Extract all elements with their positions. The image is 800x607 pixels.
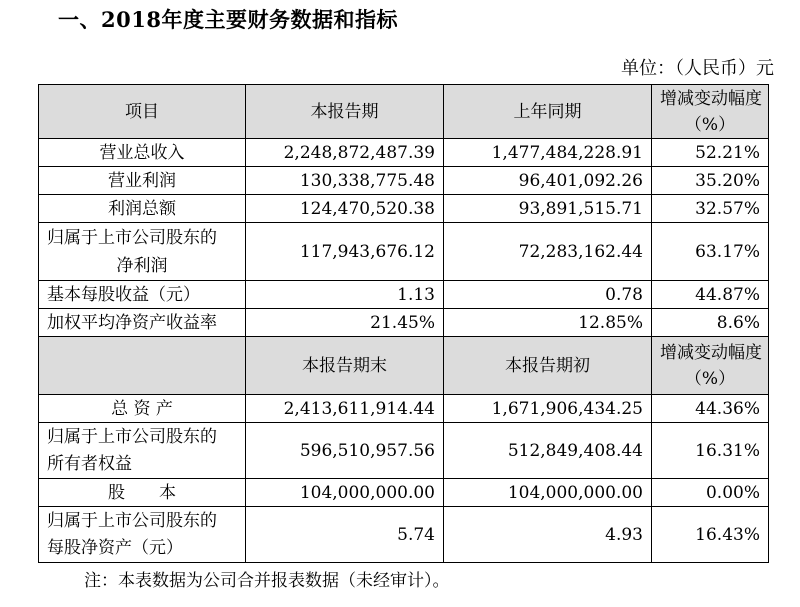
row-label-line1: 归属于上市公司股东的 bbox=[47, 510, 217, 531]
cell-prior: 512,849,408.44 bbox=[444, 423, 652, 479]
row-label-line2: 净利润 bbox=[116, 255, 168, 276]
header-period-end: 本报告期末 bbox=[246, 337, 444, 395]
cell-current: 2,413,611,914.44 bbox=[246, 395, 444, 423]
header-row bbox=[39, 85, 769, 139]
cell-prior: 4.93 bbox=[444, 507, 652, 563]
header-empty bbox=[39, 337, 246, 395]
header-row bbox=[39, 337, 769, 395]
cell-current: 21.45% bbox=[246, 309, 444, 337]
row-label: 股 本 bbox=[39, 479, 246, 507]
cell-change: 32.57% bbox=[652, 195, 769, 223]
cell-change: 0.00% bbox=[652, 479, 769, 507]
header-prior-period: 上年同期 bbox=[444, 85, 652, 139]
row-label: 营业总收入 bbox=[39, 139, 246, 167]
cell-prior: 93,891,515.71 bbox=[444, 195, 652, 223]
header-period-start: 本报告期初 bbox=[444, 337, 652, 395]
row-label: 总 资 产 bbox=[39, 395, 246, 423]
header-change-line2: （%） bbox=[684, 114, 736, 135]
cell-change: 44.87% bbox=[652, 281, 769, 309]
cell-prior: 1,477,484,228.91 bbox=[444, 139, 652, 167]
header-change-line2: （%） bbox=[684, 368, 736, 389]
cell-prior: 1,671,906,434.25 bbox=[444, 395, 652, 423]
cell-current: 124,470,520.38 bbox=[246, 195, 444, 223]
table-footnote: 注：本表数据为公司合并报表数据（未经审计）。 bbox=[84, 571, 450, 591]
row-label: 加权平均净资产收益率 bbox=[39, 309, 246, 337]
cell-prior: 0.78 bbox=[444, 281, 652, 309]
table-row bbox=[39, 395, 769, 423]
row-label: 基本每股收益（元） bbox=[39, 281, 246, 309]
header-item: 项目 bbox=[39, 85, 246, 139]
table-row bbox=[39, 195, 769, 223]
cell-change: 63.17% bbox=[652, 223, 769, 281]
table-row bbox=[39, 423, 769, 479]
table-row bbox=[39, 139, 769, 167]
cell-current: 1.13 bbox=[246, 281, 444, 309]
table-row bbox=[39, 167, 769, 195]
row-label: 营业利润 bbox=[39, 167, 246, 195]
row-label bbox=[39, 223, 246, 281]
cell-change: 16.31% bbox=[652, 423, 769, 479]
cell-current: 5.74 bbox=[246, 507, 444, 563]
table-row bbox=[39, 479, 769, 507]
row-label-line1: 归属于上市公司股东的 bbox=[47, 426, 217, 447]
cell-change: 8.6% bbox=[652, 309, 769, 337]
cell-current: 130,338,775.48 bbox=[246, 167, 444, 195]
cell-current: 596,510,957.56 bbox=[246, 423, 444, 479]
table-row bbox=[39, 281, 769, 309]
header-current-period: 本报告期 bbox=[246, 85, 444, 139]
cell-prior: 104,000,000.00 bbox=[444, 479, 652, 507]
header-change-line1: 增减变动幅度 bbox=[660, 342, 762, 363]
row-label bbox=[39, 507, 246, 563]
cell-prior: 72,283,162.44 bbox=[444, 223, 652, 281]
table-row bbox=[39, 309, 769, 337]
cell-current: 2,248,872,487.39 bbox=[246, 139, 444, 167]
cell-change: 35.20% bbox=[652, 167, 769, 195]
table-row bbox=[39, 507, 769, 563]
cell-prior: 12.85% bbox=[444, 309, 652, 337]
cell-current: 104,000,000.00 bbox=[246, 479, 444, 507]
header-change-line1: 增减变动幅度 bbox=[660, 88, 762, 109]
cell-change: 44.36% bbox=[652, 395, 769, 423]
cell-prior: 96,401,092.26 bbox=[444, 167, 652, 195]
row-label-line2: 所有者权益 bbox=[47, 453, 132, 474]
header-change bbox=[652, 337, 769, 395]
row-label bbox=[39, 423, 246, 479]
cell-change: 16.43% bbox=[652, 507, 769, 563]
cell-change: 52.21% bbox=[652, 139, 769, 167]
header-change bbox=[652, 85, 769, 139]
section-heading: 一、2018年度主要财务数据和指标 bbox=[58, 7, 398, 32]
table-row bbox=[39, 223, 769, 281]
currency-unit-label: 单位：（人民币）元 bbox=[621, 58, 774, 79]
cell-current: 117,943,676.12 bbox=[246, 223, 444, 281]
row-label-line2: 每股净资产（元） bbox=[47, 537, 183, 558]
row-label: 利润总额 bbox=[39, 195, 246, 223]
financial-data-table bbox=[38, 84, 769, 563]
row-label-line1: 归属于上市公司股东的 bbox=[47, 227, 217, 248]
